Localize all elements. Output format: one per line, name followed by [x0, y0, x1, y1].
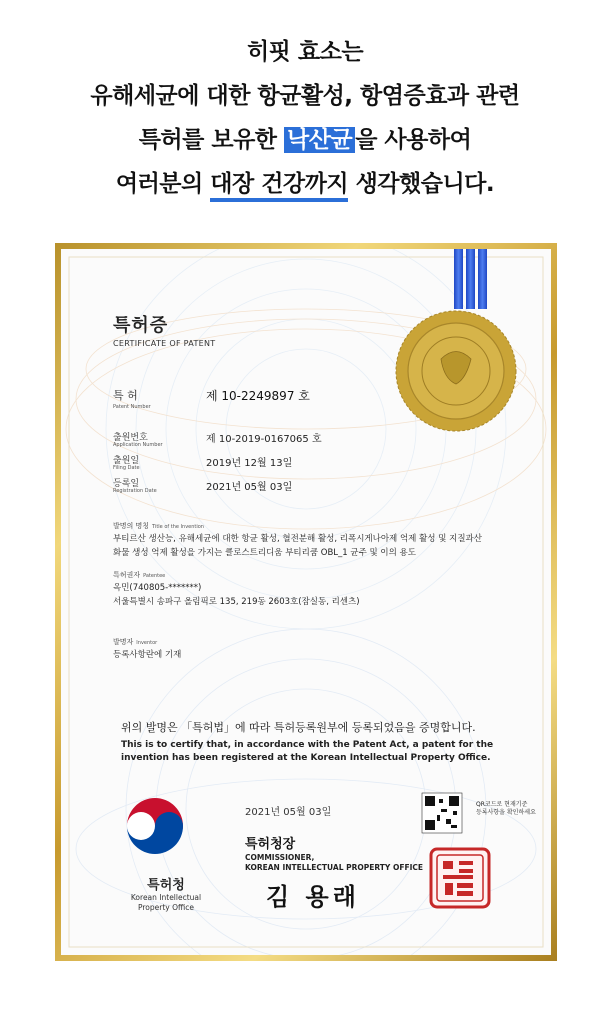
invention-title-heading [113, 521, 204, 531]
commissioner-en-line-1: COMMISSIONER, [245, 853, 315, 862]
ribbon [466, 249, 475, 309]
invention-title-label-en: Title of the Invention [152, 524, 204, 530]
inventor-value: 등록사항란에 기재 [113, 650, 182, 660]
registration-date-value: 2021년 05월 03일 [206, 482, 293, 493]
application-number-label: 출원번호 [113, 433, 148, 443]
headline-text: 여러분의 [115, 171, 211, 197]
headline-line-2: 유해세균에 대한 항균활성, 항염증효과 관련 [90, 83, 520, 109]
inventor-heading [113, 637, 157, 647]
certification-statement-ko: 위의 발명은 「특허법」에 따라 특허등록원부에 등록되었음을 증명합니다. [121, 721, 476, 734]
issue-date: 2021년 05월 03일 [245, 807, 332, 818]
invention-title-line-1: 부티르산 생산능, 유해세균에 대한 항균 활성, 혈전분해 활성, 리폭시게나아제 억제 활성 및 지질과산 [113, 534, 482, 544]
patentee-heading [113, 570, 165, 580]
patent-number-label: 특 허 [113, 389, 138, 402]
application-number-label-en: Application Number [113, 442, 163, 448]
patentee-label-en: Patentee [143, 573, 166, 579]
highlight-colon-health: 대장 건강까지 [210, 171, 348, 202]
certification-statement-en [121, 739, 493, 765]
patent-number-value: 제 10-2249897 호 [206, 389, 310, 403]
headline-text: 을 사용하여 [355, 127, 472, 153]
headline-line-4 [0, 162, 610, 206]
invention-title-line-2: 화물 생성 억제 활성을 가지는 클로스트리디움 부티리쿰 OBL_1 균주 및 이의 용도 [113, 548, 416, 558]
ribbon [478, 249, 487, 309]
ribbon [454, 249, 463, 309]
office-en-line-2: Property Office [137, 903, 194, 912]
commissioner-en-line-2: KOREAN INTELLECTUAL PROPERTY OFFICE [245, 863, 424, 872]
registration-date-label: 등록일 [113, 479, 140, 489]
headline-text: 생각했습니다. [348, 171, 495, 197]
commissioner-title: 특허청장 [245, 837, 296, 852]
gold-seal [396, 311, 516, 431]
qr-code [422, 793, 462, 833]
headline-line-3 [0, 118, 610, 162]
patentee-name: 옥민(740805-*******) [113, 583, 202, 593]
headline-text: 특허를 보유한 [138, 127, 285, 153]
filing-date-value: 2019년 12월 13일 [206, 458, 293, 469]
patent-number-label-en: Patent Number [113, 404, 151, 410]
patentee-address: 서울특별시 송파구 올림픽로 135, 219동 2603호(잠실동, 리센츠) [113, 597, 360, 607]
office-name-en [109, 893, 223, 913]
qr-note [476, 801, 536, 817]
invention-title-label: 발명의 명칭 [113, 522, 150, 530]
filing-date-label-en: Filing Date [113, 465, 140, 471]
patentee-label: 특허권자 [113, 571, 141, 579]
certificate-subtitle: CERTIFICATE OF PATENT [113, 339, 216, 348]
red-seal-stamp [431, 849, 489, 907]
headline-line-1: 히핏 효소는 [246, 39, 364, 65]
registration-date-label-en: Registration Date [113, 488, 157, 494]
certificate-paper [61, 249, 551, 955]
certification-statement-en-line-2: invention has been registered at the Korean Intellectual Property Office. [121, 753, 491, 763]
qr-note-line-1: QR코드로 현재기준 [476, 801, 528, 808]
inventor-label: 발명자 [113, 638, 134, 646]
office-en-line-1: Korean Intellectual [130, 893, 202, 902]
office-name: 특허청 [147, 878, 185, 893]
commissioner-signature: 김 용래 [266, 882, 360, 911]
certificate-title: 특허증 [113, 315, 169, 336]
headline [0, 30, 610, 206]
filing-date-label: 출원일 [113, 456, 140, 466]
commissioner-title-en [245, 853, 423, 873]
certification-statement-en-line-1: This is to certify that, in accordance with the Patent Act, a patent for the [121, 740, 494, 750]
highlight-butyric-bacteria: 낙산균 [284, 127, 355, 153]
certificate-frame [55, 243, 557, 961]
kipo-logo [127, 798, 183, 854]
qr-note-line-2: 등록사항을 확인하세요 [476, 809, 536, 816]
inventor-label-en: Inventor [136, 640, 158, 646]
application-number-value: 제 10-2019-0167065 호 [206, 434, 322, 445]
